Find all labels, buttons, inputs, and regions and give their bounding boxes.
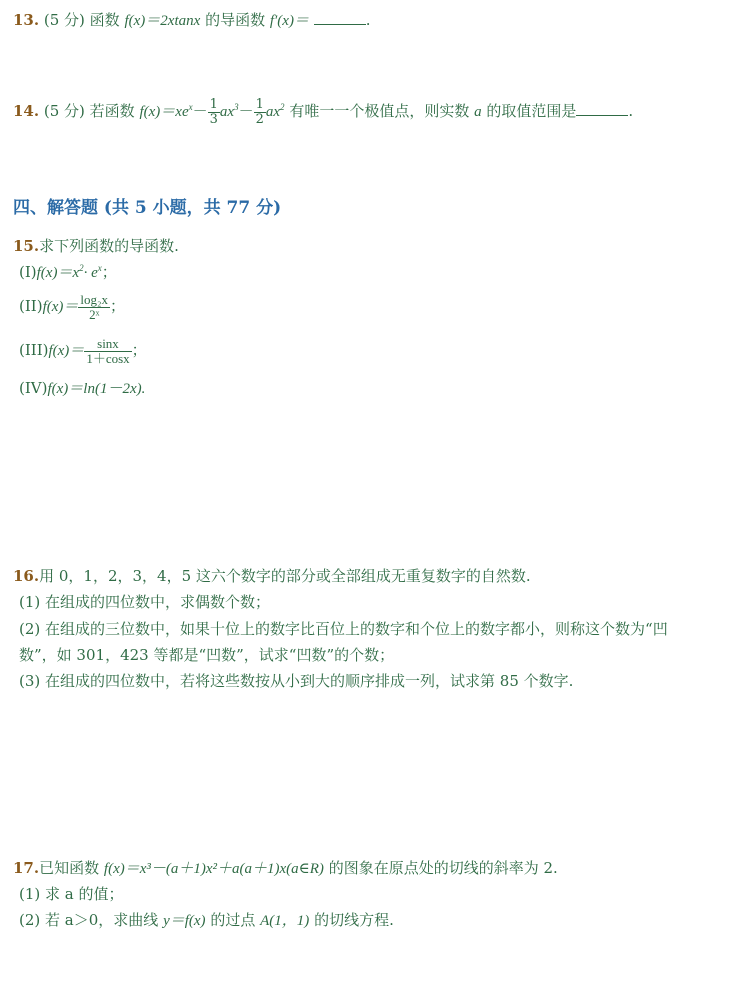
subquestion-1: (1) 求 a 的值； <box>19 885 124 903</box>
question-text: 的过点 <box>210 911 256 929</box>
curve-expression: y＝f(x) <box>163 913 206 929</box>
fraction: $\frac{\sin x}{1+\cos x}$ <box>86 335 130 366</box>
question-text: 的取值范围是 <box>486 102 577 120</box>
function-expression: f(x)＝x³－(a＋1)x²＋a(a＋1)x(a∈R) <box>103 861 324 877</box>
term: $ax^3$ <box>219 102 239 120</box>
punctuation: ； <box>110 297 126 315</box>
subquestion-2: (2) 在组成的三位数中，如果十位上的数字比百位上的数字和个位上的数字都小，则称这个数为“凹 <box>19 620 668 638</box>
subquestion-4 <box>19 378 145 399</box>
function-expression: $f(x)=xe^x$ <box>139 102 193 120</box>
fraction: $\frac{\text{log₂x}}{\text{2ˣ}}$ <box>80 291 109 322</box>
subquestion-label: (III) <box>19 341 49 359</box>
function-expression: $f(x)=x^2\cdot e^x$ <box>36 263 102 281</box>
question-text: (2) 若 a＞0，求曲线 <box>19 911 159 929</box>
subquestion-1 <box>19 262 117 283</box>
question-text: 已知函数 <box>39 859 100 877</box>
question-text: 求下列函数的导函数. <box>39 237 179 255</box>
minus-sign: － <box>238 102 254 120</box>
subquestion-label: (II) <box>19 297 43 315</box>
subquestion-3 <box>19 334 147 367</box>
subquestion-2 <box>19 290 125 323</box>
function-expression: f(x)＝2xtanx <box>124 13 201 29</box>
question-13 <box>13 10 371 31</box>
fraction: $\frac{1}{3}$ <box>209 96 218 127</box>
question-text: 的导函数 <box>205 11 266 29</box>
question-number: 17. <box>13 859 40 877</box>
question-text: 用 0，1，2，3，4，5 这六个数字的部分或全部组成无重复数字的自然数. <box>39 567 531 585</box>
question-number: 13. <box>13 11 40 29</box>
point-label: A(1，1) <box>260 913 310 929</box>
answer-blank[interactable] <box>576 101 628 116</box>
subquestion-label: (I) <box>19 263 37 281</box>
punctuation: . <box>365 11 371 29</box>
question-17 <box>13 858 558 879</box>
punctuation: ； <box>131 341 147 359</box>
question-number: 14. <box>13 102 40 120</box>
function-lhs: f(x)＝ <box>42 299 79 315</box>
question-15 <box>13 236 179 256</box>
question-number: 16. <box>13 567 40 585</box>
fraction: $\frac{1}{2}$ <box>255 96 264 127</box>
derivative-expression: f′(x)＝ <box>269 13 309 29</box>
subquestion-3: (3) 在组成的四位数中，若将这些数按从小到大的顺序排成一列，试求第 85 个数字. <box>19 672 574 690</box>
subquestion-1: (1) 在组成的四位数中，求偶数个数； <box>19 593 271 611</box>
minus-sign: － <box>192 102 208 120</box>
function-lhs: f(x)＝ <box>48 343 85 359</box>
punctuation: ； <box>101 263 117 281</box>
question-text: (5 分) 函数 <box>43 11 120 29</box>
question-text: 的图象在原点处的切线的斜率为 2. <box>328 859 558 877</box>
question-text: (5 分) 若函数 <box>43 102 135 120</box>
answer-blank[interactable] <box>314 10 366 25</box>
question-text: 的切线方程. <box>314 911 394 929</box>
term: $ax^2$ <box>265 102 285 120</box>
variable: a <box>474 104 482 120</box>
function-expression: f(x)＝ln(1－2x). <box>47 381 146 397</box>
subquestion-label: (IV) <box>19 379 48 397</box>
question-text: 有唯一一个极值点，则实数 <box>289 102 470 120</box>
section-heading: 四、解答题 (共 5 小题，共 77 分) <box>13 198 282 218</box>
subquestion-2 <box>19 910 394 931</box>
question-16 <box>13 566 531 586</box>
question-number: 15. <box>13 237 40 255</box>
question-14 <box>13 96 633 127</box>
punctuation: . <box>628 102 634 120</box>
subquestion-2-cont: 数”，如 301，423 等都是“凹数”，试求“凹数”的个数； <box>19 646 395 664</box>
